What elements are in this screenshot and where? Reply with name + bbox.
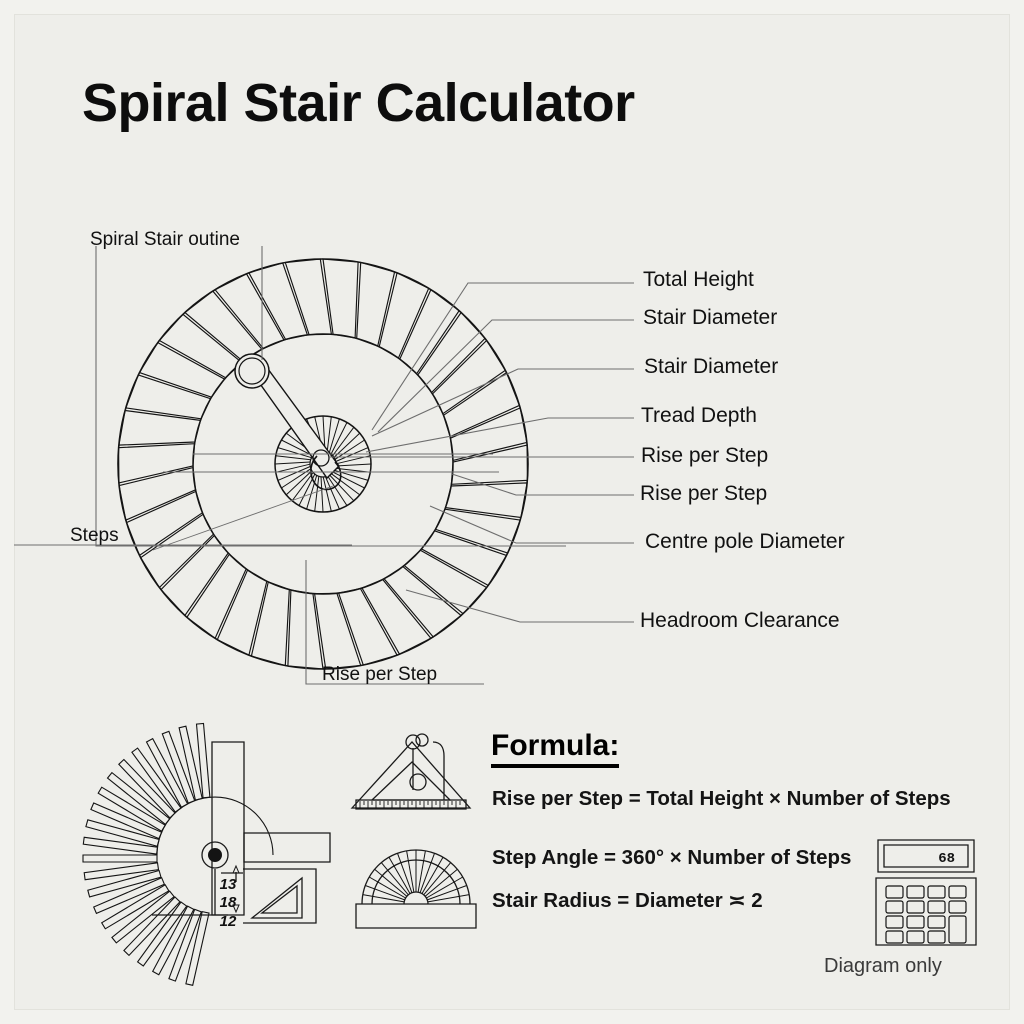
page-title: Spiral Stair Calculator [82,73,635,133]
callout-tread-depth: Tread Depth [641,404,757,427]
measurement-stack [215,876,241,931]
measurement-value: 13 [219,876,237,893]
leader-tread-depth [366,418,634,452]
callout-rise-per-step-1: Rise per Step [641,444,769,467]
callout-spiral-stair-outline: Spiral Stair outine [90,229,240,250]
callout-total-height: Total Height [643,268,754,291]
callout-headroom-clearance: Headroom Clearance [640,609,840,632]
measurement-value: 12 [219,912,237,930]
formula-rise-per-step-formula: Rise per Step = Total Height × Number of Steps [492,787,951,810]
leader-left-group [14,246,566,684]
callout-centre-pole-diameter: Centre pole Diameter [645,530,845,553]
measurement-value: 18 [219,894,237,912]
callout-stair-diameter-2: Stair Diameter [644,355,779,378]
formula-step-angle-formula: Step Angle = 360° × Number of Steps [492,846,852,869]
callout-stair-diameter-1: Stair Diameter [643,306,778,329]
callout-rise-per-step-bottom: Rise per Step [322,664,438,685]
callout-steps: Steps [70,525,119,546]
leader-total-height [372,283,634,430]
leader-headroom-clearance [406,590,634,622]
leader-rise-per-step-2 [452,474,634,495]
formula-heading: Formula: [491,730,619,768]
formula-stair-radius-formula: Stair Radius = Diameter ≍ 2 [492,889,763,912]
leader-spiral-stair-outline [96,246,566,546]
leader-right-group [330,283,634,622]
callout-rise-per-step-2: Rise per Step [640,482,768,505]
calculator-display: 68 [938,851,955,867]
leader-centre-pole-diameter [430,506,634,543]
footnote: Diagram only [824,955,942,977]
